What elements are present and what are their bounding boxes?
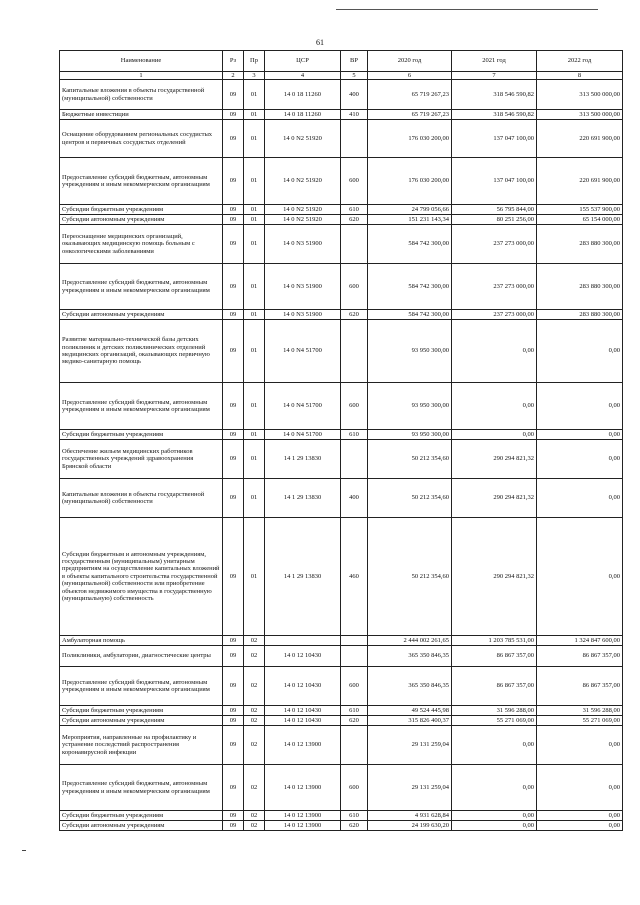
- row-2021: 137 047 100,00: [452, 158, 537, 205]
- row-2020: 2 444 002 261,65: [368, 636, 452, 646]
- row-csr: 14 0 N3 51900: [265, 264, 341, 310]
- row-name: Предоставление субсидий бюджетным, автономным учреждениям и иным некоммерческим организациям: [60, 383, 223, 430]
- row-csr: 14 0 12 10430: [265, 706, 341, 716]
- page-number: 61: [316, 38, 324, 47]
- row-2022: 0,00: [537, 479, 623, 518]
- row-vr: 620: [341, 716, 368, 726]
- row-rz: 09: [223, 80, 244, 110]
- row-pr: 01: [244, 205, 265, 215]
- row-2022: 220 691 900,00: [537, 158, 623, 205]
- row-vr: 600: [341, 765, 368, 811]
- col-header-rz: Рз: [223, 51, 244, 72]
- row-vr: 400: [341, 80, 368, 110]
- row-rz: 09: [223, 479, 244, 518]
- row-name: Капитальные вложения в объекты государственной (муниципальной) собственности: [60, 479, 223, 518]
- row-rz: 09: [223, 716, 244, 726]
- row-2021: 290 294 821,32: [452, 518, 537, 636]
- row-2020: 93 950 300,00: [368, 320, 452, 383]
- row-rz: 09: [223, 518, 244, 636]
- row-2022: 313 500 000,00: [537, 80, 623, 110]
- row-vr: [341, 320, 368, 383]
- table-row: [60, 765, 623, 811]
- row-2022: 0,00: [537, 811, 623, 821]
- table-row: [60, 440, 623, 479]
- row-2021: 0,00: [452, 383, 537, 430]
- row-name: Субсидии автономным учреждениям: [60, 215, 223, 225]
- row-2020: 584 742 300,00: [368, 225, 452, 264]
- row-rz: 09: [223, 667, 244, 706]
- table-row: [60, 430, 623, 440]
- row-rz: 09: [223, 811, 244, 821]
- row-2020: 49 524 445,98: [368, 706, 452, 716]
- row-csr: 14 1 29 13830: [265, 479, 341, 518]
- row-2020: 50 212 354,60: [368, 440, 452, 479]
- row-vr: [341, 440, 368, 479]
- row-2022: 283 880 300,00: [537, 264, 623, 310]
- row-2022: 283 880 300,00: [537, 310, 623, 320]
- row-2020: 176 030 200,00: [368, 120, 452, 158]
- row-csr: 14 0 18 11260: [265, 80, 341, 110]
- row-2022: 0,00: [537, 821, 623, 831]
- row-2021: 0,00: [452, 811, 537, 821]
- margin-mark: [22, 850, 26, 851]
- table-row: [60, 479, 623, 518]
- column-index-row: [60, 72, 623, 80]
- row-2021: 137 047 100,00: [452, 120, 537, 158]
- row-2021: 290 294 821,32: [452, 479, 537, 518]
- row-2020: 65 719 267,23: [368, 80, 452, 110]
- row-name: Предоставление субсидий бюджетным, автономным учреждениям и иным некоммерческим организациям: [60, 667, 223, 706]
- row-csr: 14 0 N4 51700: [265, 320, 341, 383]
- row-2020: 50 212 354,60: [368, 518, 452, 636]
- row-name: Предоставление субсидий бюджетным, автономным учреждениям и иным некоммерческим организациям: [60, 158, 223, 205]
- row-name: Развитие материально-технической базы детских поликлиник и детских поликлинических отделений медицинских организаций, оказывающих первичную медико-санитарную помощь: [60, 320, 223, 383]
- row-pr: 01: [244, 215, 265, 225]
- top-rule: [336, 9, 598, 10]
- column-index: 7: [452, 72, 537, 80]
- row-2022: 1 324 847 600,00: [537, 636, 623, 646]
- col-header-name: Наименование: [60, 51, 223, 72]
- row-vr: 620: [341, 215, 368, 225]
- row-name: Субсидии автономным учреждениям: [60, 716, 223, 726]
- row-2021: 0,00: [452, 765, 537, 811]
- row-name: Мероприятия, направленные на профилактику и устранение последствий распространения коронавирусной инфекции: [60, 726, 223, 765]
- row-csr: 14 0 N4 51700: [265, 383, 341, 430]
- row-2022: 0,00: [537, 383, 623, 430]
- row-2021: 290 294 821,32: [452, 440, 537, 479]
- row-name: Обеспечение жильем медицинских работников государственных учреждений здравоохранения Брянской области: [60, 440, 223, 479]
- table-row: [60, 225, 623, 264]
- table-row: [60, 667, 623, 706]
- row-2022: 86 867 357,00: [537, 667, 623, 706]
- row-name: Поликлиники, амбулатории, диагностические центры: [60, 646, 223, 667]
- row-rz: 09: [223, 646, 244, 667]
- table-row: [60, 158, 623, 205]
- row-rz: 09: [223, 264, 244, 310]
- row-rz: 09: [223, 120, 244, 158]
- row-vr: 600: [341, 383, 368, 430]
- row-2022: 55 271 069,00: [537, 716, 623, 726]
- row-2021: 56 795 844,00: [452, 205, 537, 215]
- row-2020: 65 719 267,23: [368, 110, 452, 120]
- table-row: [60, 80, 623, 110]
- col-header-2022: 2022 год: [537, 51, 623, 72]
- row-2020: 4 931 628,84: [368, 811, 452, 821]
- row-csr: 14 0 12 13900: [265, 811, 341, 821]
- row-vr: [341, 726, 368, 765]
- row-csr: 14 0 N2 51920: [265, 158, 341, 205]
- row-pr: 01: [244, 310, 265, 320]
- table-row: [60, 821, 623, 831]
- row-name: Субсидии бюджетным учреждениям: [60, 811, 223, 821]
- row-2020: 93 950 300,00: [368, 383, 452, 430]
- row-2022: 0,00: [537, 726, 623, 765]
- col-header-vr: ВР: [341, 51, 368, 72]
- row-name: Субсидии бюджетным учреждениям: [60, 706, 223, 716]
- row-2021: 80 251 256,00: [452, 215, 537, 225]
- row-rz: 09: [223, 205, 244, 215]
- row-rz: 09: [223, 320, 244, 383]
- column-index: 3: [244, 72, 265, 80]
- table-row: [60, 726, 623, 765]
- table-row: [60, 646, 623, 667]
- row-pr: 01: [244, 518, 265, 636]
- row-rz: 09: [223, 430, 244, 440]
- row-2022: 31 596 288,00: [537, 706, 623, 716]
- col-header-pr: Пр: [244, 51, 265, 72]
- row-2020: 29 131 259,04: [368, 726, 452, 765]
- row-csr: 14 0 N4 51700: [265, 430, 341, 440]
- row-pr: 01: [244, 320, 265, 383]
- row-pr: 01: [244, 225, 265, 264]
- row-vr: 460: [341, 518, 368, 636]
- row-vr: [341, 120, 368, 158]
- row-vr: [341, 646, 368, 667]
- row-vr: 610: [341, 430, 368, 440]
- row-csr: 14 0 N3 51900: [265, 225, 341, 264]
- table-row: [60, 205, 623, 215]
- row-csr: 14 0 12 13900: [265, 726, 341, 765]
- row-rz: 09: [223, 440, 244, 479]
- table-row: [60, 110, 623, 120]
- row-csr: [265, 636, 341, 646]
- row-csr: 14 0 N2 51920: [265, 215, 341, 225]
- row-2021: 86 867 357,00: [452, 646, 537, 667]
- row-csr: 14 1 29 13830: [265, 440, 341, 479]
- row-csr: 14 0 12 13900: [265, 821, 341, 831]
- row-pr: 01: [244, 120, 265, 158]
- row-rz: 09: [223, 726, 244, 765]
- row-vr: 600: [341, 158, 368, 205]
- row-2021: 31 596 288,00: [452, 706, 537, 716]
- table-row: [60, 310, 623, 320]
- row-2020: 584 742 300,00: [368, 310, 452, 320]
- row-2021: 237 273 000,00: [452, 225, 537, 264]
- table-body: [60, 80, 623, 831]
- row-2021: 318 546 590,82: [452, 80, 537, 110]
- row-vr: 410: [341, 110, 368, 120]
- row-vr: 600: [341, 667, 368, 706]
- row-vr: 620: [341, 821, 368, 831]
- column-index: 2: [223, 72, 244, 80]
- row-pr: 01: [244, 264, 265, 310]
- row-2020: 365 350 846,35: [368, 667, 452, 706]
- row-csr: 14 1 29 13830: [265, 518, 341, 636]
- col-header-2020: 2020 год: [368, 51, 452, 72]
- row-2020: 365 350 846,35: [368, 646, 452, 667]
- row-pr: 02: [244, 811, 265, 821]
- row-pr: 02: [244, 646, 265, 667]
- column-index: 4: [265, 72, 341, 80]
- row-2020: 24 799 056,66: [368, 205, 452, 215]
- table-row: [60, 518, 623, 636]
- row-name: Субсидии бюджетным и автономным учреждениям, государственным (муниципальным) унитарным предприятиям на осуществление капитальных вложений в объекты капитального строительства государственной (муниципальной) собственности или приобретение объектов недвижимого имущества в государственную (муниципальную) собственность: [60, 518, 223, 636]
- row-rz: 09: [223, 310, 244, 320]
- row-2022: 155 537 900,00: [537, 205, 623, 215]
- row-2021: 237 273 000,00: [452, 264, 537, 310]
- row-2020: 50 212 354,60: [368, 479, 452, 518]
- row-2021: 0,00: [452, 430, 537, 440]
- row-2022: 0,00: [537, 320, 623, 383]
- row-rz: 09: [223, 215, 244, 225]
- row-vr: 400: [341, 479, 368, 518]
- row-2021: 0,00: [452, 320, 537, 383]
- row-2020: 176 030 200,00: [368, 158, 452, 205]
- row-2022: 313 500 000,00: [537, 110, 623, 120]
- row-2021: 86 867 357,00: [452, 667, 537, 706]
- row-rz: 09: [223, 383, 244, 430]
- row-name: Субсидии автономным учреждениям: [60, 821, 223, 831]
- row-2022: 283 880 300,00: [537, 225, 623, 264]
- row-vr: [341, 636, 368, 646]
- table-row: [60, 706, 623, 716]
- row-pr: 02: [244, 706, 265, 716]
- row-2021: 0,00: [452, 726, 537, 765]
- row-2020: 315 826 400,37: [368, 716, 452, 726]
- row-csr: 14 0 N2 51920: [265, 120, 341, 158]
- column-index: 6: [368, 72, 452, 80]
- table-row: [60, 215, 623, 225]
- row-2021: 318 546 590,82: [452, 110, 537, 120]
- row-2022: 0,00: [537, 440, 623, 479]
- row-pr: 01: [244, 440, 265, 479]
- row-pr: 01: [244, 383, 265, 430]
- table-row: [60, 264, 623, 310]
- row-vr: 620: [341, 310, 368, 320]
- row-pr: 01: [244, 80, 265, 110]
- row-2022: 0,00: [537, 518, 623, 636]
- table-row: [60, 320, 623, 383]
- row-2022: 220 691 900,00: [537, 120, 623, 158]
- row-vr: 610: [341, 811, 368, 821]
- budget-table: [59, 50, 623, 831]
- row-pr: 01: [244, 430, 265, 440]
- row-rz: 09: [223, 158, 244, 205]
- row-name: Предоставление субсидий бюджетным, автономным учреждениям и иным некоммерческим организациям: [60, 264, 223, 310]
- row-csr: 14 0 12 10430: [265, 667, 341, 706]
- row-2021: 55 271 069,00: [452, 716, 537, 726]
- row-csr: 14 0 N3 51900: [265, 310, 341, 320]
- row-csr: 14 0 12 13900: [265, 765, 341, 811]
- row-csr: 14 0 12 10430: [265, 646, 341, 667]
- row-pr: 01: [244, 479, 265, 518]
- row-name: Предоставление субсидий бюджетным, автономным учреждениям и иным некоммерческим организациям: [60, 765, 223, 811]
- row-csr: 14 0 N2 51920: [265, 205, 341, 215]
- row-2020: 24 199 630,20: [368, 821, 452, 831]
- row-name: Капитальные вложения в объекты государственной (муниципальной) собственности: [60, 80, 223, 110]
- row-2021: 237 273 000,00: [452, 310, 537, 320]
- row-vr: 610: [341, 205, 368, 215]
- table-row: [60, 716, 623, 726]
- row-rz: 09: [223, 225, 244, 264]
- row-name: Субсидии автономным учреждениям: [60, 310, 223, 320]
- col-header-csr: ЦСР: [265, 51, 341, 72]
- row-name: Переоснащение медицинских организаций, оказывающих медицинскую помощь больным с онкологическими заболеваниями: [60, 225, 223, 264]
- row-rz: 09: [223, 706, 244, 716]
- col-header-2021: 2021 год: [452, 51, 537, 72]
- row-pr: 02: [244, 765, 265, 811]
- row-vr: 600: [341, 264, 368, 310]
- row-vr: 610: [341, 706, 368, 716]
- row-2020: 151 231 143,34: [368, 215, 452, 225]
- row-2022: 0,00: [537, 765, 623, 811]
- row-pr: 02: [244, 716, 265, 726]
- row-csr: 14 0 12 10430: [265, 716, 341, 726]
- row-pr: 02: [244, 726, 265, 765]
- row-2022: 86 867 357,00: [537, 646, 623, 667]
- row-rz: 09: [223, 636, 244, 646]
- row-name: Бюджетные инвестиции: [60, 110, 223, 120]
- row-2020: 584 742 300,00: [368, 264, 452, 310]
- row-2021: 0,00: [452, 821, 537, 831]
- row-2022: 65 154 000,00: [537, 215, 623, 225]
- row-rz: 09: [223, 821, 244, 831]
- table-row: [60, 811, 623, 821]
- row-pr: 01: [244, 158, 265, 205]
- row-name: Субсидии бюджетным учреждениям: [60, 205, 223, 215]
- column-index: 1: [60, 72, 223, 80]
- row-2020: 93 950 300,00: [368, 430, 452, 440]
- row-rz: 09: [223, 110, 244, 120]
- row-pr: 01: [244, 110, 265, 120]
- table-row: [60, 383, 623, 430]
- row-name: Оснащение оборудованием региональных сосудистых центров и первичных сосудистых отделений: [60, 120, 223, 158]
- row-vr: [341, 225, 368, 264]
- column-index: 8: [537, 72, 623, 80]
- table-row: [60, 120, 623, 158]
- row-rz: 09: [223, 765, 244, 811]
- row-2020: 29 131 259,04: [368, 765, 452, 811]
- row-2022: 0,00: [537, 430, 623, 440]
- row-name: Субсидии бюджетным учреждениям: [60, 430, 223, 440]
- header-row: [60, 51, 623, 72]
- column-index: 5: [341, 72, 368, 80]
- row-name: Амбулаторная помощь: [60, 636, 223, 646]
- row-pr: 02: [244, 667, 265, 706]
- row-csr: 14 0 18 11260: [265, 110, 341, 120]
- table-row: [60, 636, 623, 646]
- row-pr: 02: [244, 821, 265, 831]
- row-2021: 1 203 785 531,00: [452, 636, 537, 646]
- row-pr: 02: [244, 636, 265, 646]
